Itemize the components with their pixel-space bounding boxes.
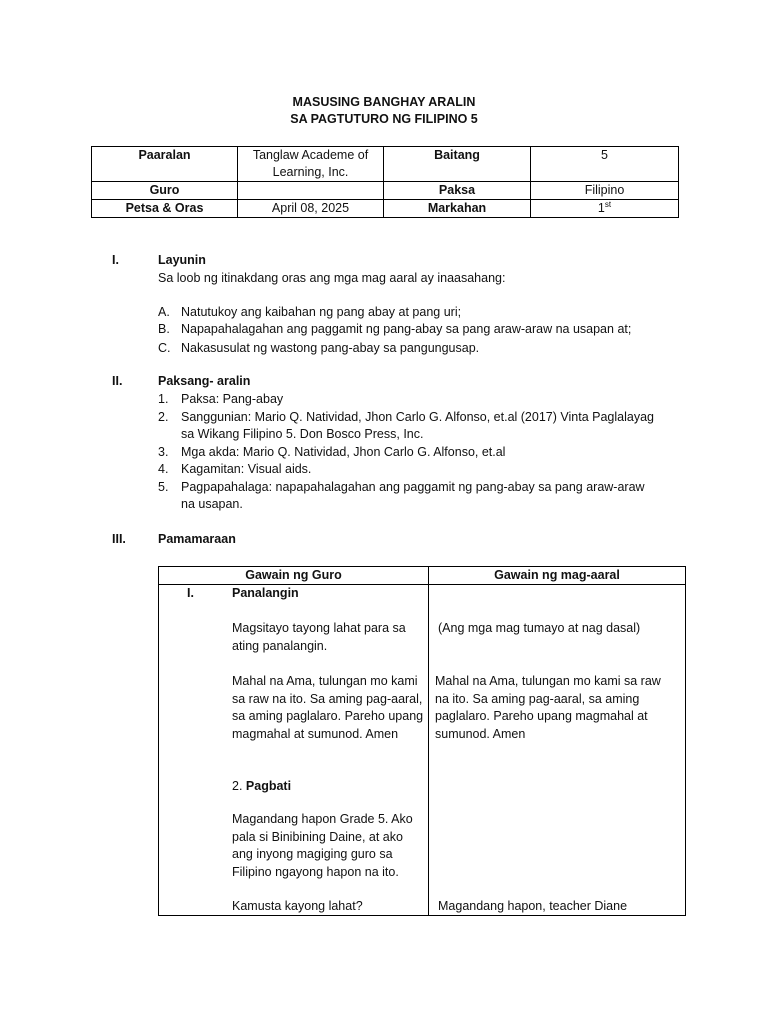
list-marker: 1. xyxy=(158,392,169,406)
title-line-1: MASUSING BANGHAY ARALIN xyxy=(292,95,476,109)
list-text: Kagamitan: Visual aids. xyxy=(181,462,312,476)
title-line-2: SA PAGTUTURO NG FILIPINO 5 xyxy=(290,112,478,126)
list-marker: 4. xyxy=(158,462,169,476)
list-marker: B. xyxy=(158,322,170,336)
paaralan-value-line2: Learning, Inc. xyxy=(272,165,349,179)
list-marker: 5. xyxy=(158,480,169,494)
section-1-number: I. xyxy=(112,253,119,267)
list-marker: C. xyxy=(158,341,171,355)
paksa-value: Filipino xyxy=(531,182,679,200)
list-marker: 2. xyxy=(158,410,169,424)
student-response-prayer-action: (Ang mga mag tumayo at nag dasal) xyxy=(438,621,641,635)
topic-item-3 xyxy=(158,444,678,461)
list-marker: 3. xyxy=(158,445,169,459)
baitang-label: Baitang xyxy=(384,147,531,182)
section-3-title: Pamamaraan xyxy=(158,532,236,546)
step-2-number: 2. xyxy=(232,779,243,793)
topic-item-4 xyxy=(158,461,678,478)
section-2-title: Paksang- aralin xyxy=(158,374,251,388)
topic-item-5 xyxy=(158,479,658,513)
list-text: Natutukoy ang kaibahan ng pang abay at pang uri; xyxy=(181,305,462,319)
paaralan-label: Paaralan xyxy=(92,147,238,182)
teacher-greeting-text: Magandang hapon Grade 5. Ako pala si Binibining Daine, at ako ang inyong magiging guro sa Filipino ngayong hapon na ito. xyxy=(232,812,413,879)
paksa-label: Paksa xyxy=(384,182,531,200)
section-3-number: III. xyxy=(112,532,126,546)
procedure-header-row xyxy=(159,567,686,585)
section-1-intro: Sa loob ng itinakdang oras ang mga mag aaral ay inaasahang: xyxy=(158,271,506,285)
list-marker: A. xyxy=(158,305,170,319)
section-1-title: Layunin xyxy=(158,253,206,267)
markahan-label: Markahan xyxy=(384,200,531,218)
markahan-value xyxy=(531,200,679,218)
teacher-prayer-instruction: Magsitayo tayong lahat para sa ating panalangin. xyxy=(232,621,406,653)
step-1-title: Panalangin xyxy=(232,586,299,600)
topic-item-1 xyxy=(158,391,678,408)
step-2-title: Pagbati xyxy=(245,779,292,793)
markahan-number: 1 xyxy=(597,201,605,215)
petsa-label: Petsa & Oras xyxy=(92,200,238,218)
info-row-paaralan xyxy=(92,147,679,182)
list-text: Paksa: Pang-abay xyxy=(181,392,284,406)
guro-value xyxy=(238,182,384,200)
list-text: Nakasusulat ng wastong pang-abay sa pangungusap. xyxy=(181,341,480,355)
procedure-table xyxy=(158,566,686,916)
paaralan-value-line1: Tanglaw Academe of xyxy=(252,148,369,162)
topic-item-2 xyxy=(158,409,658,443)
teacher-prayer-text: Mahal na Ama, tulungan mo kami sa raw na ito. Sa aming pag-aaral, sa aming paglalaro. Pareho upang magmahal at sumunod. Amen xyxy=(232,674,424,741)
paaralan-value xyxy=(238,147,384,182)
petsa-value: April 08, 2025 xyxy=(238,200,384,218)
markahan-suffix: st xyxy=(604,199,612,209)
list-text: Pagpapahalaga: napapahalagahan ang paggamit ng pang-abay sa pang araw-araw na usapan. xyxy=(181,480,645,511)
section-2-number: II. xyxy=(112,374,123,388)
student-greeting-response: Magandang hapon, teacher Diane xyxy=(438,899,628,913)
student-prayer-text: Mahal na Ama, tulungan mo kami sa raw na ito. Sa aming pag-aaral, sa aming paglalaro. Pareho upang magmahal at sumunod. Amen xyxy=(435,674,661,741)
student-activities-cell xyxy=(429,585,686,916)
objective-c xyxy=(158,340,678,357)
column-header-teacher: Gawain ng Guro xyxy=(159,567,429,585)
teacher-activities-cell xyxy=(159,585,429,916)
info-table xyxy=(91,146,679,218)
info-row-petsa xyxy=(92,200,679,218)
list-text: Sanggunian: Mario Q. Natividad, Jhon Carlo G. Alfonso, et.al (2017) Vinta Paglalayag sa Wikang Filipino 5. Don Bosco Press, Inc. xyxy=(181,410,654,441)
step-2-heading xyxy=(232,778,291,796)
procedure-body-row xyxy=(159,585,686,916)
objective-b xyxy=(158,321,678,338)
teacher-question: Kamusta kayong lahat? xyxy=(232,899,363,913)
list-text: Napapahalagahan ang paggamit ng pang-abay sa pang araw-araw na usapan at; xyxy=(181,322,632,336)
step-1-number: I. xyxy=(187,586,194,600)
objective-a xyxy=(158,304,678,321)
column-header-student: Gawain ng mag-aaral xyxy=(429,567,686,585)
baitang-value: 5 xyxy=(531,147,679,182)
info-row-guro xyxy=(92,182,679,200)
list-text: Mga akda: Mario Q. Natividad, Jhon Carlo G. Alfonso, et.al xyxy=(181,445,506,459)
guro-label: Guro xyxy=(92,182,238,200)
